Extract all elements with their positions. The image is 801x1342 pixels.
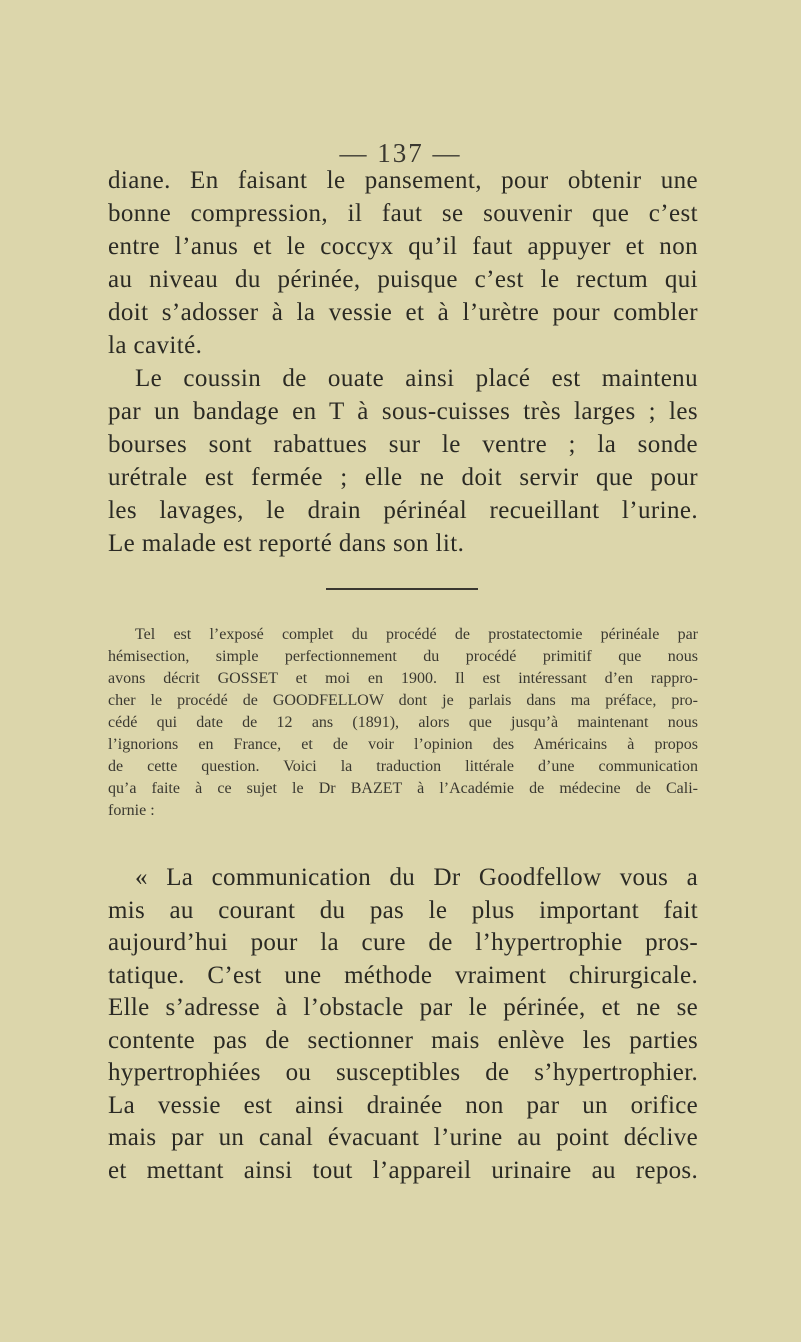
text-line: par un bandage en T à sous-cuisses très larges ; les xyxy=(108,398,698,425)
quote-line: aujourd’hui pour la cure de l’hypertrophie pros- xyxy=(108,929,698,956)
text-line: bonne compression, il faut se souvenir que c’est xyxy=(108,200,698,227)
section-divider xyxy=(326,588,478,590)
quote-line: Elle s’adresse à l’obstacle par le périnée, et ne se xyxy=(108,994,698,1021)
note-line: avons décrit GOSSET et moi en 1900. Il est intéressant d’en rappro- xyxy=(108,670,698,687)
note-paragraph xyxy=(108,624,698,822)
text-line: les lavages, le drain périnéal recueillant l’urine. xyxy=(108,497,698,524)
quote-line: La vessie est ainsi drainée non par un orifice xyxy=(108,1091,698,1119)
note-line: cédé qui date de 12 ans (1891), alors que jusqu’à maintenant nous xyxy=(108,714,698,731)
note-line: cher le procédé de GOODFELLOW dont je parlais dans ma préface, pro- xyxy=(108,692,698,709)
text-line: urétrale est fermée ; elle ne doit servir que pour xyxy=(108,464,698,491)
quoted-communication xyxy=(108,862,698,1187)
paragraph-bandage xyxy=(108,362,698,560)
text-line: Le malade est reporté dans son lit. xyxy=(108,530,465,557)
text-line: Le coussin de ouate ainsi placé est maintenu xyxy=(135,365,698,392)
note-line: Tel est l’exposé complet du procédé de prostatectomie périnéale par xyxy=(135,626,698,643)
note-line: qu’a faite à ce sujet le Dr BAZET à l’Académie de médecine de Cali- xyxy=(108,780,698,797)
quote-line: contente pas de sectionner mais enlève les parties xyxy=(108,1026,698,1054)
text-line: doit s’adosser à la vessie et à l’urètre pour combler xyxy=(108,299,698,326)
text-line: la cavité. xyxy=(108,332,203,359)
quote-line: mis au courant du pas le plus important fait xyxy=(108,896,698,924)
quote-line: « La communication du Dr Goodfellow vous a xyxy=(135,864,698,891)
quote-line: tatique. C’est une méthode vraiment chirurgicale. xyxy=(108,961,698,989)
note-line: fornie : xyxy=(108,802,155,819)
page-number: — 137 — xyxy=(339,138,462,168)
text-line: au niveau du périnée, puisque c’est le rectum qui xyxy=(108,266,698,293)
text-line: diane. En faisant le pansement, pour obtenir une xyxy=(108,167,698,194)
note-line: hémisection, simple perfectionnement du procédé primitif que nous xyxy=(108,648,698,665)
text-line: entre l’anus et le coccyx qu’il faut appuyer et non xyxy=(108,233,698,260)
note-line: l’ignorions en France, et de voir l’opinion des Américains à propos xyxy=(108,736,698,753)
paragraph-surgical-dressing xyxy=(108,164,698,362)
quote-line: hypertrophiées ou susceptibles de s’hypertrophier. xyxy=(108,1059,698,1086)
quote-line: mais par un canal évacuant l’urine au point déclive xyxy=(108,1124,698,1151)
note-line: de cette question. Voici la traduction littérale d’une communication xyxy=(108,758,698,775)
text-line: bourses sont rabattues sur le ventre ; la sonde xyxy=(108,431,698,458)
quote-line: et mettant ainsi tout l’appareil urinaire au repos. xyxy=(108,1156,698,1184)
